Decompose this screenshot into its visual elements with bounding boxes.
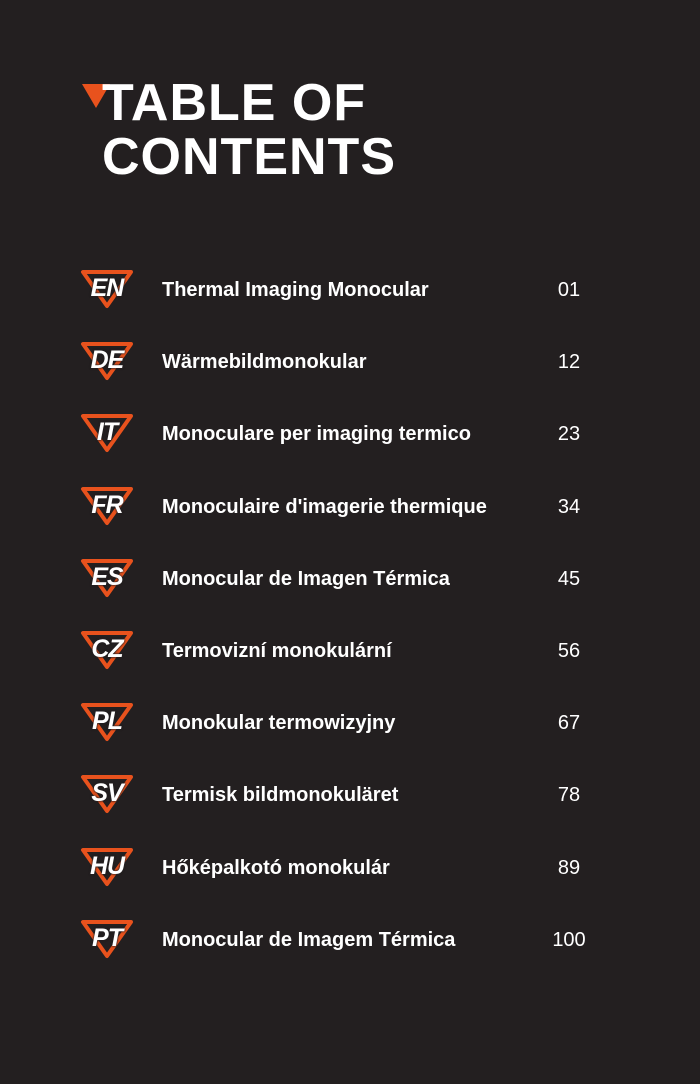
toc-entry-sv[interactable]	[80, 771, 640, 843]
language-badge-sv	[80, 774, 134, 814]
toc-entry-pt[interactable]	[80, 916, 640, 988]
language-code: EN	[90, 274, 124, 302]
toc-entry-page: 23	[557, 423, 581, 446]
toc-entry-pl[interactable]	[80, 699, 640, 771]
language-code: SV	[91, 779, 123, 808]
language-badge-it	[80, 413, 134, 453]
toc-entry-page: 100	[552, 928, 586, 951]
toc-entry-cz[interactable]	[80, 627, 640, 699]
page-title-line-2: CONTENTS	[102, 128, 396, 186]
toc-entry-title: Monoculare per imaging termico	[162, 423, 471, 446]
page-title	[102, 76, 396, 184]
language-badge-en	[80, 269, 134, 309]
toc-entry-hu[interactable]	[80, 844, 640, 916]
toc-entry-title: Monocular de Imagen Térmica	[162, 567, 450, 590]
toc-entry-title: Monocular de Imagem Térmica	[162, 928, 456, 951]
language-code: PL	[92, 707, 122, 736]
page-title-line-1: TABLE OF	[102, 74, 367, 132]
toc-entry-page: 34	[557, 495, 581, 518]
language-code: PT	[92, 923, 122, 952]
language-code: DE	[90, 346, 124, 375]
toc-entry-title: Monokular termowizyjny	[162, 712, 396, 735]
toc-entry-es[interactable]	[80, 555, 640, 627]
language-badge-pl	[80, 702, 134, 742]
language-code: ES	[91, 562, 123, 591]
toc-entry-fr[interactable]	[80, 483, 640, 555]
toc-entry-page: 67	[557, 712, 581, 735]
language-badge-pt	[80, 919, 134, 959]
toc-entry-page: 89	[557, 856, 581, 879]
toc-entry-title: Wärmebildmonokular	[162, 351, 367, 374]
toc-entry-page: 01	[557, 279, 581, 301]
toc-entry-de[interactable]	[80, 338, 640, 410]
language-badge-hu	[80, 847, 134, 887]
toc-entry-page: 78	[557, 784, 581, 807]
toc-entry-title: Termisk bildmonokuläret	[162, 784, 399, 807]
toc-entry-title: Termovizní monokulární	[162, 639, 392, 662]
language-badge-cz	[80, 630, 134, 670]
toc-entry-page: 56	[557, 639, 581, 662]
language-code: HU	[89, 851, 125, 880]
toc-entry-title: Hőképalkotó monokulár	[162, 856, 390, 879]
language-code: FR	[91, 490, 123, 519]
language-badge-fr	[80, 486, 134, 526]
toc-entry-title: Thermal Imaging Monocular	[162, 279, 429, 301]
toc-entry-it[interactable]	[80, 410, 640, 482]
language-badge-es	[80, 558, 134, 598]
toc-entry-page: 45	[557, 567, 581, 590]
language-code: IT	[96, 418, 118, 447]
toc-entry-title: Monoculaire d'imagerie thermique	[162, 495, 487, 518]
toc-entry-page: 12	[557, 351, 581, 374]
table-of-contents	[80, 266, 640, 988]
toc-entry-en[interactable]	[80, 266, 640, 338]
language-code: CZ	[91, 634, 123, 663]
language-badge-de	[80, 341, 134, 381]
